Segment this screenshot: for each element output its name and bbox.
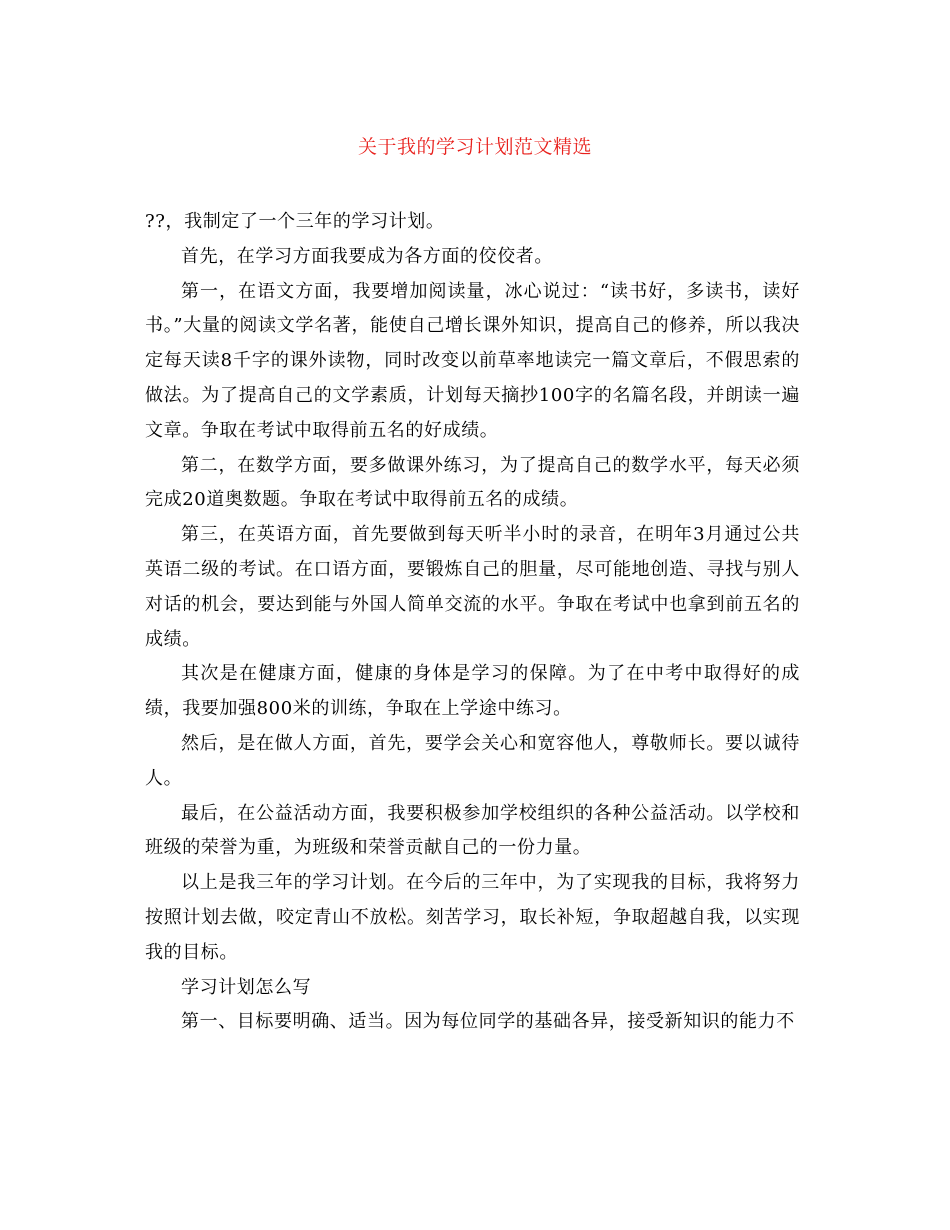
paragraph-8: 最后，在公益活动方面，我要积极参加学校组织的各种公益活动。以学校和班级的荣誉为重，为班级和荣誉贡献自己的一份力量。: [145, 802, 800, 859]
paragraph-6: 其次是在健康方面，健康的身体是学习的保障。为了在中考中取得好的成绩，我要加强800米的训练，争取在上学途中练习。: [145, 663, 800, 720]
paragraph-3: 第一，在语文方面，我要增加阅读量，冰心说过：“读书好，多读书，读好书。”大量的阅读文学名著，能使自己增长课外知识，提高自己的修养，所以我决定每天读8千字的课外读物，同时改变以前草率地读完一篇文章后，不假思索的做法。为了提高自己的文学素质，计划每天摘抄100字的名篇名段，并朗读一遍文章。争取在考试中取得前五名的好成绩。: [145, 280, 800, 441]
paragraph-10: 第一、目标要明确、适当。因为每位同学的基础各异，接受新知识的能力不: [181, 1011, 795, 1033]
paragraph-9: 以上是我三年的学习计划。在今后的三年中，为了实现我的目标，我将努力按照计划去做，咬定青山不放松。刻苦学习，取长补短，争取超越自我，以实现我的目标。: [145, 872, 800, 963]
paragraph-7: 然后，是在做人方面，首先，要学会关心和宽容他人，尊敬师长。要以诚待人。: [145, 732, 800, 789]
paragraph-1: ??，我制定了一个三年的学习计划。: [145, 211, 445, 232]
paragraph-5: 第三，在英语方面，首先要做到每天听半小时的录音，在明年3月通过公共英语二级的考试。在口语方面，要锻炼自己的胆量，尽可能地创造、寻找与别人对话的机会，要达到能与外国人简单交流的水平。争取在考试中也拿到前五名的成绩。: [145, 524, 800, 650]
document-title: 关于我的学习计划范文精选: [357, 136, 592, 158]
paragraph-2: 首先，在学习方面我要成为各方面的佼佼者。: [181, 245, 553, 267]
document-body: [145, 205, 800, 1040]
paragraph-4: 第二，在数学方面，要多做课外练习，为了提高自己的数学水平，每天必须完成20道奥数题。争取在考试中取得前五名的成绩。: [145, 454, 800, 511]
section-heading: 学习计划怎么写: [181, 976, 312, 998]
